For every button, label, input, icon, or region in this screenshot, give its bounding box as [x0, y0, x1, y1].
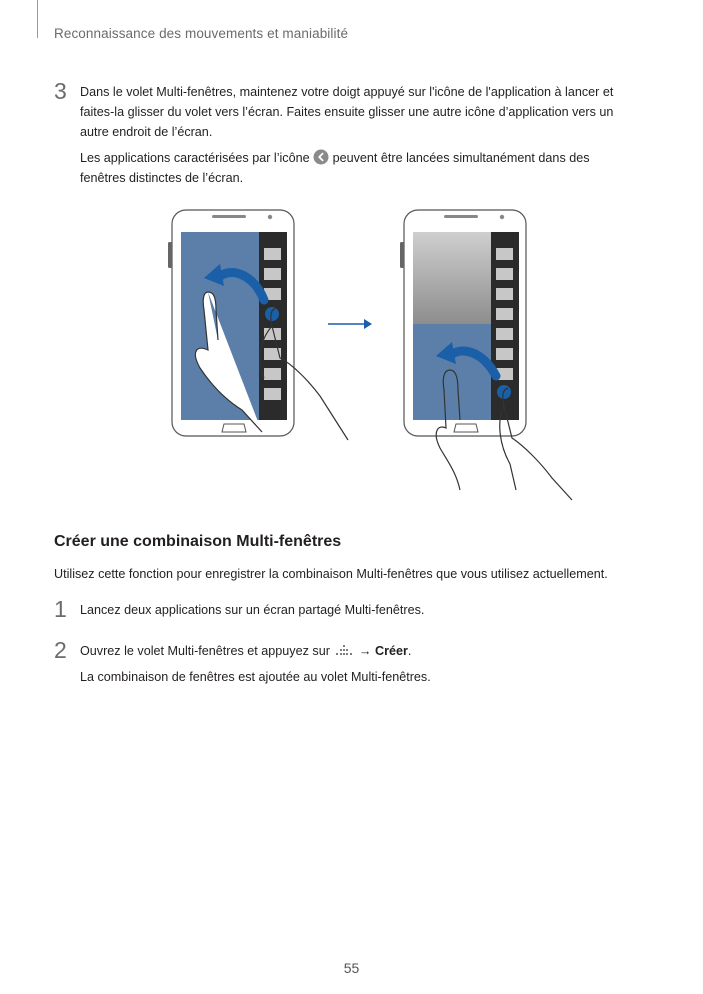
page-number: 55 [343, 960, 360, 976]
step-3-note-line-2: fenêtres distinctes de l’écran. [80, 171, 244, 185]
chevron-left-circle-icon [313, 149, 329, 165]
step-2-period: . [407, 644, 412, 658]
multi-window-illustration [160, 200, 600, 510]
step-3-line-1: Dans le volet Multi-fenêtres, maintenez votre doigt appuyé sur l'icône de l'application à lancer et [80, 85, 614, 99]
section-title: Créer une combinaison Multi-fenêtres [54, 533, 342, 550]
step-3-note [80, 148, 590, 169]
step-number-2: 2 [54, 637, 67, 663]
phone-before [168, 210, 348, 440]
note-text-after-icon: peuvent être lancées simultanément dans des [332, 151, 590, 165]
page-header: Reconnaissance des mouvements et maniabilité [54, 26, 349, 41]
arrow-right-icon [328, 319, 372, 329]
step-3-line-2: faites-la glisser du volet vers l’écran. Faites ensuite glisser une autre icône d’application vers un [80, 105, 614, 119]
step-2-text-before-icon: Ouvrez le volet Multi-fenêtres et appuyez sur [80, 644, 330, 658]
step-number-1: 1 [54, 596, 67, 622]
step-3-line-3: autre endroit de l’écran. [80, 125, 213, 139]
header-rule [37, 0, 38, 38]
step-2-text [80, 641, 411, 662]
phone-after [400, 210, 572, 500]
step-2-result: La combinaison de fenêtres est ajoutée au volet Multi-fenêtres. [80, 670, 431, 684]
step-number-3: 3 [54, 78, 67, 104]
step-1-text: Lancez deux applications sur un écran partagé Multi-fenêtres. [80, 603, 425, 617]
note-text-before-icon: Les applications caractérisées par l’icône [80, 151, 310, 165]
section-intro: Utilisez cette fonction pour enregistrer la combinaison Multi-fenêtres que vous utilisez actuellement. [54, 567, 608, 581]
step-2-action: Créer [374, 644, 408, 658]
dotted-grid-icon [333, 642, 355, 654]
step-2-arrow: → [358, 644, 372, 658]
